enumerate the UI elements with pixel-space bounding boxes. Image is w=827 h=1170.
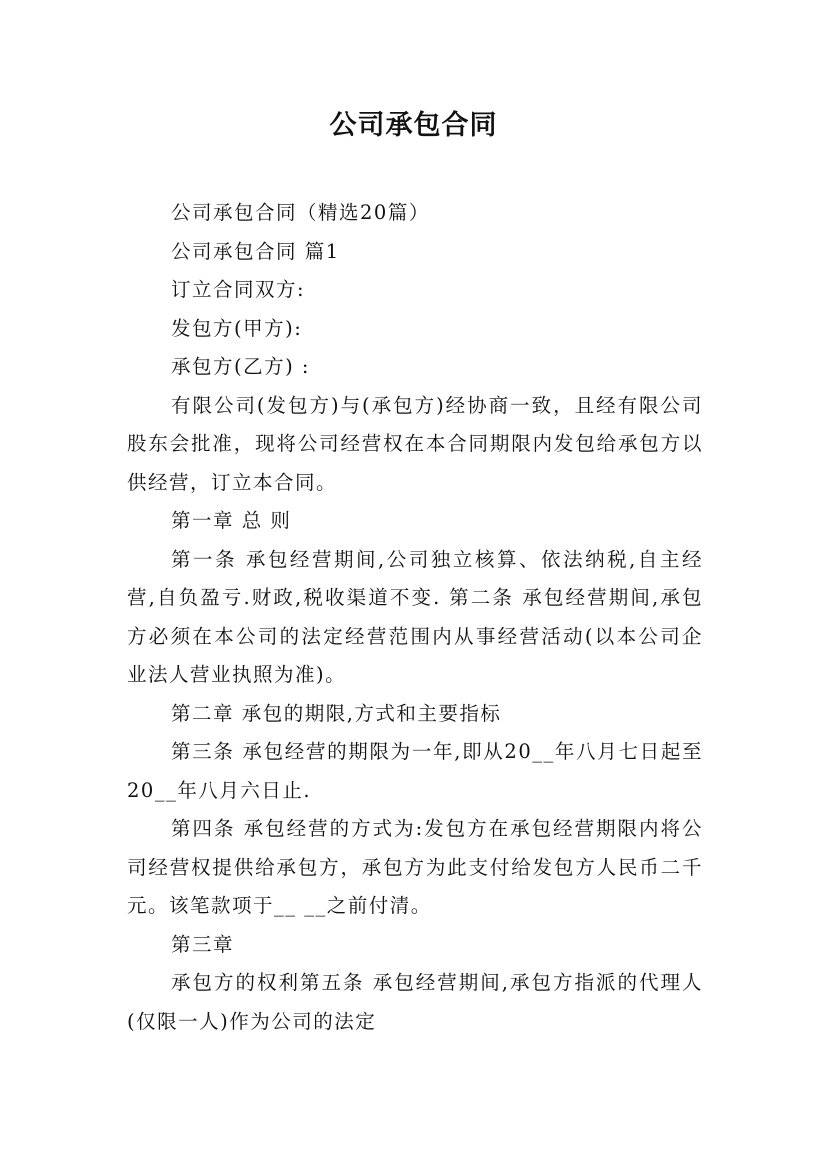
paragraph-party-b: 承包方(乙方) : xyxy=(171,355,310,378)
paragraph-party-a: 发包方(甲方): xyxy=(171,316,303,340)
chapter-3-heading: 第三章 xyxy=(171,932,235,956)
articles-1-2: 第一条 承包经营期间,公司独立核算、依法纳税,自主经营,自负盈亏.财政,税收渠道不变. 第二条 承包经营期间,承包方必须在本公司的法定经营范围内从事经营活动(以本公司企业法人营业执照为准)。 xyxy=(127,547,703,686)
paragraph-subtitle: 公司承包合同（精选20篇） xyxy=(171,201,430,224)
paragraph-parties-label: 订立合同双方: xyxy=(171,278,306,301)
article-4: 第四条 承包经营的方式为:发包方在承包经营期限内将公司经营权提供给承包方，承包方为此支付给发包方人民币二千元。该笔款项于__ __之前付清。 xyxy=(127,817,703,917)
chapter-2-heading: 第二章 承包的期限,方式和主要指标 xyxy=(171,701,502,725)
chapter-1-heading: 第一章 总 则 xyxy=(171,509,292,532)
article-3: 第三条 承包经营的期限为一年,即从20__年八月七日起至20__年八月六日止. xyxy=(127,740,703,802)
document-title: 公司承包合同 xyxy=(329,110,498,141)
document-body xyxy=(127,194,703,1041)
paragraph-section-heading: 公司承包合同 篇1 xyxy=(171,239,340,263)
article-5: 承包方的权利第五条 承包经营期间,承包方指派的代理人(仅限一人)作为公司的法定 xyxy=(127,971,703,1033)
paragraph-preamble: 有限公司(发包方)与(承包方)经协商一致，且经有限公司股东会批准，现将公司经营权在本合同期限内发包给承包方以供经营，订立本合同。 xyxy=(127,393,703,494)
